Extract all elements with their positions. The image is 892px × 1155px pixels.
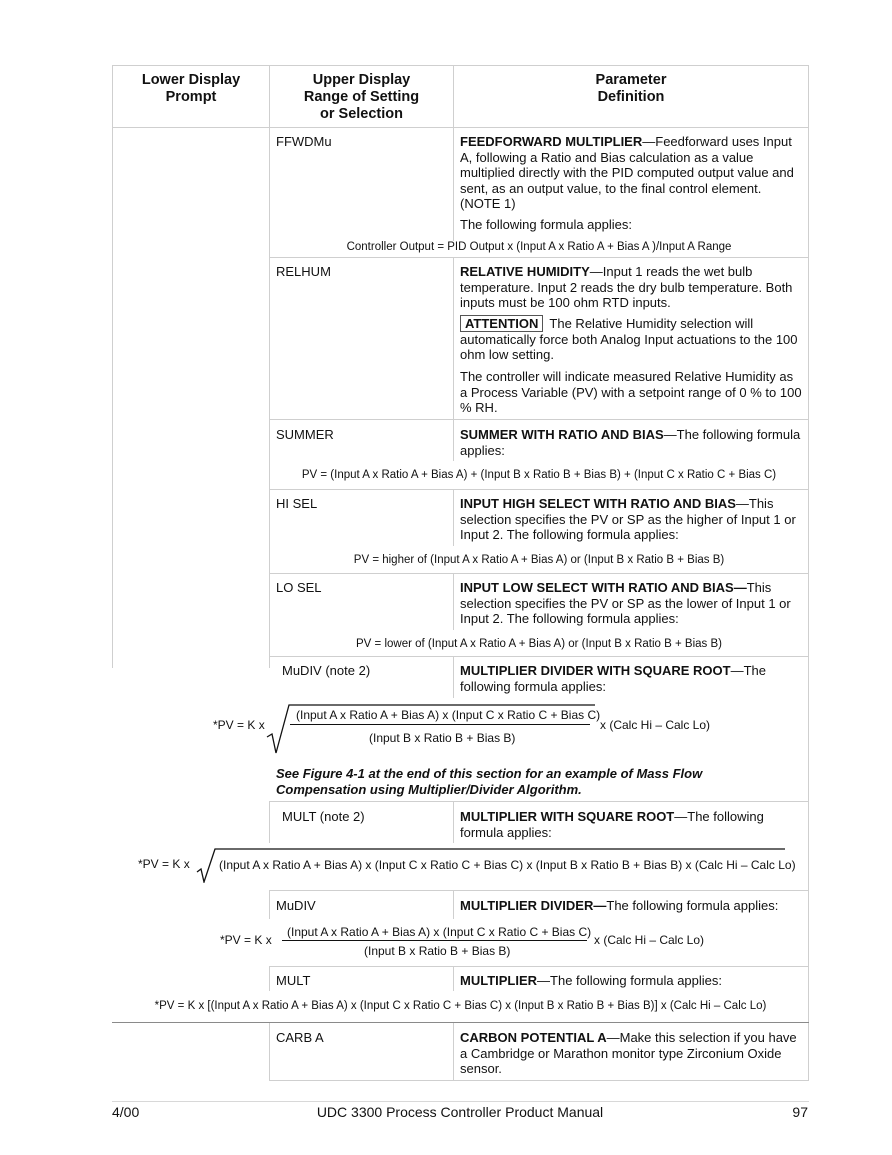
header-line: or Selection xyxy=(320,106,403,122)
def-summer xyxy=(460,427,802,458)
row-rule xyxy=(269,801,809,802)
col2-divider-mult-sqrt xyxy=(453,802,454,843)
col2-divider-losel xyxy=(453,574,454,630)
def-title: SUMMER WITH RATIO AND BIAS xyxy=(460,427,664,442)
formula-summer: PV = (Input A x Ratio A + Bias A) + (Input B x Ratio B + Bias B) + (Input C x Ratio C + Bias C) xyxy=(301,469,777,481)
col1-divider-mult-sqrt xyxy=(269,802,270,843)
def-text: The following formula applies: xyxy=(606,898,779,913)
header-line: Lower Display xyxy=(141,72,241,88)
formula-hisel: PV = higher of (Input A x Ratio A + Bias A) or (Input B x Ratio B + Bias B) xyxy=(353,554,725,566)
footer-rule xyxy=(112,1101,809,1102)
formula-mudiv-sqrt-lhs: *PV = K x xyxy=(213,718,265,732)
code-ffwdmu: FFWDMu xyxy=(276,134,332,149)
formula-mult-sqrt-radicand: (Input A x Ratio A + Bias A) x (Input C x Ratio C + Bias C) x (Input B x Ratio B + Bias B) x (Calc Hi – Calc Lo) xyxy=(219,858,796,872)
def-text: —This selection specifies the PV or SP as the higher of Input 1 or Input 2. The following formula applies: xyxy=(460,496,796,543)
def-title: INPUT LOW SELECT WITH RATIO AND BIAS— xyxy=(460,580,747,595)
table-left-border-upper xyxy=(112,128,113,668)
table-bottom-border xyxy=(269,1080,809,1081)
col1-divider-b xyxy=(269,258,270,668)
def-text: —Feedforward uses Input A, following a Ratio and Bias calculation as a value multiplied directly with the PID computed output value and sent, as an output value, to the final control element. (NOTE 1) xyxy=(460,134,794,212)
code-relhum: RELHUM xyxy=(276,264,331,279)
code-mult: MULT xyxy=(276,973,311,988)
def-title: MULTIPLIER DIVIDER WITH SQUARE ROOT xyxy=(460,663,731,678)
formula-losel: PV = lower of (Input A x Ratio A + Bias A) or (Input B x Ratio B + Bias B) xyxy=(356,638,722,650)
section-rule xyxy=(112,1022,809,1023)
footer-date: 4/00 xyxy=(112,1104,140,1120)
def-mult xyxy=(460,973,802,989)
col2-divider-carba xyxy=(453,1023,454,1081)
formula-mudiv-sqrt-numerator: (Input A x Ratio A + Bias A) x (Input C x Ratio C + Bias C) xyxy=(296,708,601,722)
code-mult-sqrt: MULT (note 2) xyxy=(282,809,365,824)
see-figure-note: See Figure 4-1 at the end of this section for an example of Mass Flow Compensation using Multiplier/Divider Algorithm. xyxy=(276,766,703,797)
def-mult-sqrt xyxy=(460,809,802,840)
code-hisel: HI SEL xyxy=(276,496,318,511)
def-text: This selection specifies the PV or SP as the lower of Input 1 or Input 2. The following formula applies: xyxy=(460,580,791,627)
table-top-border xyxy=(112,65,809,66)
def-hisel xyxy=(460,496,802,543)
header-line: Upper Display xyxy=(312,72,411,88)
def-title: MULTIPLIER WITH SQUARE ROOT xyxy=(460,809,675,824)
header-bottom-rule xyxy=(112,127,809,128)
formula-mudiv-sqrt-denominator: (Input B x Ratio B + Bias B) xyxy=(369,731,516,745)
header-line: Definition xyxy=(597,89,665,105)
def-relhum xyxy=(460,264,802,311)
fraction-bar xyxy=(282,940,587,941)
formula-mudiv-sqrt-rhs: x (Calc Hi – Calc Lo) xyxy=(600,718,711,732)
def-title: INPUT HIGH SELECT WITH RATIO AND BIAS xyxy=(460,496,736,511)
formula-mult-sqrt-lhs: *PV = K x xyxy=(138,857,190,871)
formula-mudiv-lhs: *PV = K x xyxy=(220,933,272,947)
header-line: Range of Setting xyxy=(303,89,420,105)
def-text: —Input 1 reads the wet bulb temperature. Input 2 reads the dry bulb temperature. Both inputs must be 100 ohm RTD inputs. xyxy=(460,264,793,311)
header-upper-display xyxy=(270,72,453,123)
col1-divider-mudiv xyxy=(269,891,270,919)
row-rule xyxy=(269,656,809,657)
code-mudiv-sqrt: MuDIV (note 2) xyxy=(282,663,371,678)
formula-mudiv-rhs: x (Calc Hi – Calc Lo) xyxy=(594,933,705,947)
def-text: —The following formula applies: xyxy=(460,809,764,840)
row-rule xyxy=(269,257,809,258)
row-rule xyxy=(269,890,809,891)
fraction-bar xyxy=(290,724,590,725)
row-rule xyxy=(269,573,809,574)
code-mudiv: MuDIV xyxy=(276,898,316,913)
def-mudiv-sqrt xyxy=(460,663,802,694)
attention-text: The Relative Humidity selection will automatically force both Analog Input actuations to the 100 ohm low setting. xyxy=(460,316,798,363)
row-rule xyxy=(269,419,809,420)
def-mudiv xyxy=(460,898,802,914)
footer-manual-title: UDC 3300 Process Controller Product Manual xyxy=(316,1104,604,1120)
code-losel: LO SEL xyxy=(276,580,322,595)
def-title: CARBON POTENTIAL A xyxy=(460,1030,607,1045)
def-losel xyxy=(460,580,802,627)
row-rule xyxy=(269,489,809,490)
row-rule xyxy=(269,966,809,967)
def-text: —The following formula applies: xyxy=(537,973,723,988)
formula-mult: *PV = K x [(Input A x Ratio A + Bias A) x (Input C x Ratio C + Bias C) x (Input B x Ratio B + Bias B)] x (Calc Hi – Calc Lo) xyxy=(154,1000,767,1012)
col1-divider-mult xyxy=(269,967,270,991)
attention-label: ATTENTION xyxy=(460,315,543,332)
col2-divider-relhum xyxy=(453,258,454,419)
header-lower-display xyxy=(113,72,269,106)
def-text: —The following formula applies: xyxy=(460,663,766,694)
def-title: RELATIVE HUMIDITY xyxy=(460,264,590,279)
def-ffwdmu-text2: The following formula applies: xyxy=(460,217,632,232)
def-title: MULTIPLIER xyxy=(460,973,538,988)
col2-divider-mult xyxy=(453,967,454,991)
formula-mudiv-denominator: (Input B x Ratio B + Bias B) xyxy=(364,944,511,958)
code-summer: SUMMER xyxy=(276,427,334,442)
def-text: —Make this selection if you have a Cambridge or Marathon monitor type Zirconium Oxide sensor. xyxy=(460,1030,797,1077)
def-text: —The following formula applies: xyxy=(460,427,801,458)
col2-divider-mudiv-sqrt xyxy=(453,657,454,698)
def-ffwdmu xyxy=(460,134,802,212)
header-line: Prompt xyxy=(165,89,217,105)
def-title: MULTIPLIER DIVIDER— xyxy=(460,898,607,913)
header-parameter-definition xyxy=(454,72,808,106)
def-title: FEEDFORWARD MULTIPLIER xyxy=(460,134,643,149)
footer-page-number: 97 xyxy=(792,1104,808,1120)
col2-divider-summer xyxy=(453,420,454,461)
def-relhum-attention xyxy=(460,316,802,363)
def-relhum-text3: The controller will indicate measured Relative Humidity as a Process Variable (PV) with a setpoint range of 0 % to 100 % RH. xyxy=(460,369,802,416)
header-line: Parameter xyxy=(595,72,667,88)
code-carba: CARB A xyxy=(276,1030,324,1045)
col2-divider-mudiv xyxy=(453,891,454,919)
formula-mudiv-numerator: (Input A x Ratio A + Bias A) x (Input C x Ratio C + Bias C) xyxy=(287,925,592,939)
def-carba xyxy=(460,1030,802,1077)
col2-divider-hisel xyxy=(453,490,454,546)
col1-divider-carba xyxy=(269,1023,270,1081)
formula-ffwdmu: Controller Output = PID Output x (Input A x Ratio A + Bias A )/Input A Range xyxy=(346,241,732,253)
